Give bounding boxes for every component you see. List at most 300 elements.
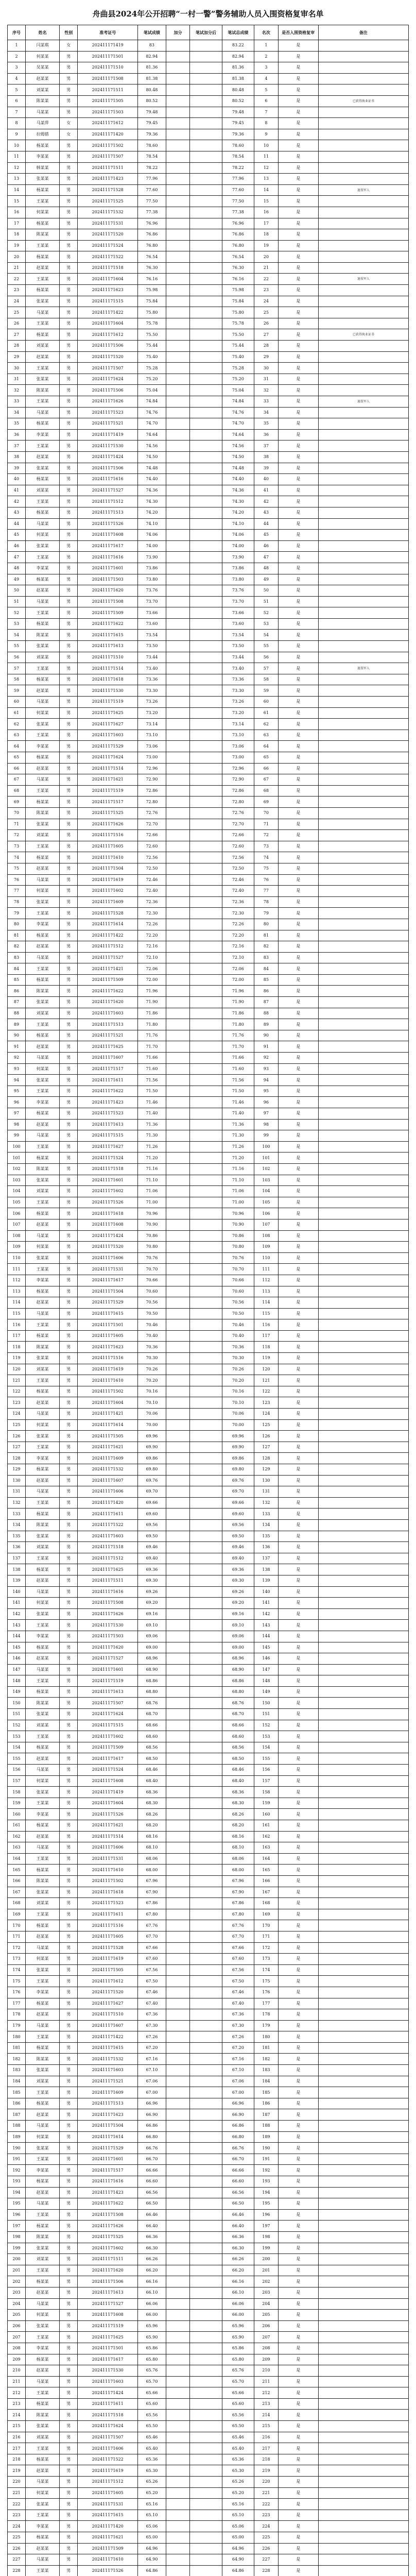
note-cell xyxy=(318,1787,408,1798)
gender-cell: 男 xyxy=(60,307,78,318)
gender-cell: 男 xyxy=(60,2443,78,2454)
table-row xyxy=(8,997,409,1008)
gender-cell: 男 xyxy=(60,2387,78,2399)
table-row xyxy=(8,807,409,819)
bonus-score-cell xyxy=(190,1987,222,1998)
note-cell: 退役军人 xyxy=(318,274,408,285)
bonus-cell xyxy=(166,2165,190,2176)
gender-cell: 男 xyxy=(60,986,78,997)
bonus-cell xyxy=(166,986,190,997)
score-cell: 70.66 xyxy=(138,1275,166,1286)
total-score-cell: 66.20 xyxy=(222,2265,254,2276)
note-cell xyxy=(318,1765,408,1776)
qualified-cell: 是 xyxy=(278,2376,318,2387)
qualified-cell: 是 xyxy=(278,1275,318,1286)
total-score-cell: 74.56 xyxy=(222,440,254,452)
name-cell: 王某某 xyxy=(26,2087,60,2098)
seq-cell: 169 xyxy=(8,1909,26,1920)
gender-cell: 男 xyxy=(60,351,78,363)
gender-cell: 男 xyxy=(60,2298,78,2310)
total-score-cell: 76.96 xyxy=(222,218,254,229)
gender-cell: 男 xyxy=(60,707,78,719)
rank-cell: 48 xyxy=(254,563,279,574)
score-cell: 82.94 xyxy=(138,51,166,62)
seq-cell: 197 xyxy=(8,2221,26,2232)
note-cell xyxy=(318,2432,408,2443)
name-cell: 杨某某 xyxy=(26,752,60,764)
name-cell: 王某某 xyxy=(26,1375,60,1386)
seq-cell: 222 xyxy=(8,2499,26,2510)
qualified-cell: 是 xyxy=(278,785,318,796)
seq-cell: 44 xyxy=(8,518,26,530)
seq-cell: 69 xyxy=(8,796,26,808)
total-score-cell: 70.90 xyxy=(222,1219,254,1230)
rank-cell: 31 xyxy=(254,374,279,385)
table-row xyxy=(8,2276,409,2287)
bonus-cell xyxy=(166,1976,190,1987)
note-cell xyxy=(318,1008,408,1019)
rank-cell: 198 xyxy=(254,2231,279,2243)
qualified-cell: 是 xyxy=(278,440,318,452)
exam-id-cell: 202411171608 xyxy=(78,1775,138,1787)
bonus-cell xyxy=(166,129,190,140)
rank-cell: 161 xyxy=(254,1820,279,1832)
gender-cell: 男 xyxy=(60,741,78,752)
seq-cell: 220 xyxy=(8,2477,26,2488)
exam-id-cell: 202411171522 xyxy=(78,2454,138,2465)
name-cell: 王某某 xyxy=(26,1798,60,1809)
score-cell: 70.86 xyxy=(138,1230,166,1242)
seq-cell: 39 xyxy=(8,463,26,474)
name-cell: 何某某 xyxy=(26,2131,60,2143)
table-row xyxy=(8,1998,409,2009)
score-cell: 69.40 xyxy=(138,1553,166,1564)
bonus-score-cell xyxy=(190,274,222,285)
seq-cell: 173 xyxy=(8,1954,26,1965)
table-row xyxy=(8,84,409,96)
qualified-cell: 是 xyxy=(278,952,318,963)
rank-cell: 120 xyxy=(254,1364,279,1375)
score-cell: 68.46 xyxy=(138,1765,166,1776)
rank-cell: 208 xyxy=(254,2343,279,2354)
total-score-cell: 69.86 xyxy=(222,1453,254,1464)
total-score-cell: 77.60 xyxy=(222,184,254,196)
table-row xyxy=(8,1887,409,1898)
bonus-score-cell xyxy=(190,1686,222,1698)
note-cell xyxy=(318,1297,408,1309)
score-cell: 77.60 xyxy=(138,184,166,196)
bonus-score-cell xyxy=(190,1186,222,1197)
note-cell xyxy=(318,84,408,96)
exam-id-cell: 202411171523 xyxy=(78,1108,138,1120)
qualified-cell: 是 xyxy=(278,1219,318,1230)
table-row xyxy=(8,1809,409,1820)
exam-id-cell: 202411171506 xyxy=(78,463,138,474)
name-cell: 马某某 xyxy=(26,2198,60,2210)
exam-id-cell: 202411171617 xyxy=(78,2354,138,2365)
bonus-score-cell xyxy=(190,1920,222,1931)
table-row xyxy=(8,196,409,207)
note-cell xyxy=(318,1219,408,1230)
total-score-cell: 67.46 xyxy=(222,1987,254,1998)
total-score-cell: 73.60 xyxy=(222,618,254,630)
bonus-cell xyxy=(166,585,190,597)
name-cell: 王某某 xyxy=(26,1675,60,1687)
name-cell: 王某某 xyxy=(26,496,60,507)
seq-cell: 1 xyxy=(8,40,26,52)
bonus-cell xyxy=(166,107,190,118)
table-row xyxy=(8,329,409,341)
qualified-cell: 是 xyxy=(278,1364,318,1375)
exam-id-cell: 202411171532 xyxy=(78,1464,138,1476)
gender-cell: 男 xyxy=(60,1809,78,1820)
score-cell: 66.66 xyxy=(138,2165,166,2176)
name-cell: 张某某 xyxy=(26,2143,60,2154)
note-cell xyxy=(318,1030,408,1041)
note-cell xyxy=(318,2054,408,2065)
score-cell: 69.36 xyxy=(138,1564,166,1575)
table-row xyxy=(8,2209,409,2221)
bonus-cell xyxy=(166,2354,190,2365)
bonus-cell xyxy=(166,1075,190,1086)
note-cell xyxy=(318,1598,408,1609)
bonus-score-cell xyxy=(190,1664,222,1675)
note-cell xyxy=(318,552,408,563)
note-cell xyxy=(318,1664,408,1675)
bonus-cell xyxy=(166,229,190,241)
bonus-cell xyxy=(166,774,190,786)
note-cell xyxy=(318,1564,408,1575)
rank-cell: 192 xyxy=(254,2165,279,2176)
score-cell: 75.84 xyxy=(138,296,166,307)
note-cell xyxy=(318,1698,408,1709)
name-cell: 王某某 xyxy=(26,1442,60,1453)
exam-id-cell: 202411171502 xyxy=(78,1386,138,1397)
exam-id-cell: 202411171527 xyxy=(78,2298,138,2310)
rank-cell: 42 xyxy=(254,496,279,507)
bonus-cell xyxy=(166,40,190,52)
note-cell xyxy=(318,1242,408,1253)
exam-id-cell: 202411171615 xyxy=(78,2510,138,2521)
qualified-cell: 是 xyxy=(278,1898,318,1909)
bonus-cell xyxy=(166,2287,190,2298)
seq-cell: 99 xyxy=(8,1130,26,1142)
bonus-score-cell xyxy=(190,174,222,185)
table-row xyxy=(8,1765,409,1776)
total-score-cell: 68.90 xyxy=(222,1664,254,1675)
seq-cell: 49 xyxy=(8,574,26,585)
bonus-cell xyxy=(166,2398,190,2410)
total-score-cell: 70.26 xyxy=(222,1364,254,1375)
note-cell xyxy=(318,841,408,852)
qualified-cell: 是 xyxy=(278,707,318,719)
name-cell: 陈某某 xyxy=(26,2054,60,2065)
exam-id-cell: 202411171602 xyxy=(78,1731,138,1742)
score-cell: 68.26 xyxy=(138,1809,166,1820)
table-row xyxy=(8,719,409,730)
table-row xyxy=(8,1030,409,1041)
gender-cell: 男 xyxy=(60,1086,78,1097)
rank-cell: 207 xyxy=(254,2332,279,2343)
score-cell: 68.36 xyxy=(138,1787,166,1798)
bonus-score-cell xyxy=(190,1531,222,1542)
gender-cell: 男 xyxy=(60,652,78,663)
total-score-cell: 66.70 xyxy=(222,2154,254,2165)
bonus-cell xyxy=(166,1442,190,1453)
seq-cell: 58 xyxy=(8,674,26,685)
bonus-score-cell xyxy=(190,2254,222,2265)
exam-id-cell: 202411171529 xyxy=(78,741,138,752)
table-row xyxy=(8,2376,409,2387)
total-score-cell: 68.70 xyxy=(222,1709,254,1720)
rank-cell: 178 xyxy=(254,2009,279,2021)
seq-cell: 9 xyxy=(8,129,26,140)
seq-cell: 164 xyxy=(8,1853,26,1865)
table-row xyxy=(8,1875,409,1887)
rank-cell: 25 xyxy=(254,307,279,318)
name-cell: 刘某某 xyxy=(26,485,60,496)
exam-id-cell: 202411171503 xyxy=(78,107,138,118)
total-score-cell: 65.00 xyxy=(222,2532,254,2544)
bonus-cell xyxy=(166,1720,190,1731)
gender-cell: 男 xyxy=(60,2343,78,2354)
bonus-cell xyxy=(166,2143,190,2154)
table-row xyxy=(8,841,409,852)
seq-cell: 30 xyxy=(8,363,26,374)
seq-cell: 207 xyxy=(8,2332,26,2343)
qualified-cell: 是 xyxy=(278,552,318,563)
note-cell xyxy=(318,585,408,597)
seq-cell: 228 xyxy=(8,2565,26,2576)
name-cell: 赵某某 xyxy=(26,1575,60,1586)
total-score-cell: 69.76 xyxy=(222,1475,254,1486)
score-cell: 73.86 xyxy=(138,563,166,574)
rank-cell: 116 xyxy=(254,1319,279,1331)
name-cell: 赵某某 xyxy=(26,73,60,84)
name-cell: 杨某某 xyxy=(26,140,60,151)
bonus-score-cell xyxy=(190,707,222,719)
total-score-cell: 66.30 xyxy=(222,2243,254,2254)
name-cell: 赵某某 xyxy=(26,1041,60,1053)
name-cell: 张某某 xyxy=(26,719,60,730)
table-row xyxy=(8,607,409,619)
total-score-cell: 66.90 xyxy=(222,2109,254,2121)
qualified-cell: 是 xyxy=(278,1875,318,1887)
qualified-cell: 是 xyxy=(278,162,318,174)
note-cell xyxy=(318,630,408,641)
note-cell xyxy=(318,1063,408,1075)
bonus-score-cell xyxy=(190,1053,222,1064)
bonus-score-cell xyxy=(190,2276,222,2287)
bonus-cell xyxy=(166,463,190,474)
qualified-cell: 是 xyxy=(278,2332,318,2343)
qualified-cell: 是 xyxy=(278,1297,318,1309)
rank-cell: 226 xyxy=(254,2543,279,2554)
score-cell: 66.30 xyxy=(138,2243,166,2254)
exam-id-cell: 202411171627 xyxy=(78,1998,138,2009)
table-row xyxy=(8,1653,409,1665)
seq-cell: 188 xyxy=(8,2121,26,2132)
gender-cell: 男 xyxy=(60,1976,78,1987)
exam-id-cell: 202411171424 xyxy=(78,1230,138,1242)
name-cell: 张某某 xyxy=(26,463,60,474)
name-cell: 赵某某 xyxy=(26,1653,60,1665)
rank-cell: 162 xyxy=(254,1831,279,1842)
note-cell xyxy=(318,607,408,619)
note-cell xyxy=(318,774,408,786)
gender-cell: 男 xyxy=(60,329,78,341)
gender-cell: 男 xyxy=(60,618,78,630)
score-cell: 71.76 xyxy=(138,1030,166,1041)
exam-id-cell: 202411171604 xyxy=(78,1798,138,1809)
seq-cell: 68 xyxy=(8,785,26,796)
exam-id-cell: 202411171605 xyxy=(78,2487,138,2499)
gender-cell: 男 xyxy=(60,2054,78,2065)
table-row xyxy=(8,1130,409,1142)
qualified-cell: 是 xyxy=(278,1998,318,2009)
rank-cell: 84 xyxy=(254,963,279,975)
total-score-cell: 74.40 xyxy=(222,474,254,485)
total-score-cell: 65.40 xyxy=(222,2443,254,2454)
exam-id-cell: 202411171507 xyxy=(78,2432,138,2443)
total-score-cell: 69.20 xyxy=(222,1598,254,1609)
qualified-cell: 是 xyxy=(278,1197,318,1208)
bonus-cell xyxy=(166,1497,190,1509)
table-row xyxy=(8,1486,409,1498)
bonus-cell xyxy=(166,1208,190,1219)
seq-cell: 70 xyxy=(8,807,26,819)
seq-cell: 172 xyxy=(8,1942,26,1954)
exam-id-cell: 202411171615 xyxy=(78,630,138,641)
score-cell: 65.66 xyxy=(138,2387,166,2399)
exam-id-cell: 202411171611 xyxy=(78,1075,138,1086)
name-cell: 陈某某 xyxy=(26,986,60,997)
gender-cell: 男 xyxy=(60,2554,78,2566)
name-cell: 王某某 xyxy=(26,2031,60,2043)
bonus-score-cell xyxy=(190,2510,222,2521)
score-cell: 69.96 xyxy=(138,1431,166,1442)
gender-cell: 男 xyxy=(60,1364,78,1375)
seq-cell: 166 xyxy=(8,1875,26,1887)
bonus-score-cell xyxy=(190,807,222,819)
score-cell: 67.30 xyxy=(138,2020,166,2031)
qualified-cell: 是 xyxy=(278,1264,318,1275)
gender-cell: 男 xyxy=(60,641,78,652)
gender-cell: 男 xyxy=(60,585,78,597)
total-score-cell: 76.86 xyxy=(222,229,254,241)
seq-cell: 17 xyxy=(8,218,26,229)
name-cell: 张某某 xyxy=(26,1175,60,1186)
name-cell: 杨某某 xyxy=(26,2354,60,2365)
qualified-cell: 是 xyxy=(278,763,318,774)
table-row xyxy=(8,2154,409,2165)
gender-cell: 男 xyxy=(60,2487,78,2499)
seq-cell: 32 xyxy=(8,385,26,396)
bonus-score-cell xyxy=(190,40,222,52)
qualified-cell: 是 xyxy=(278,2054,318,2065)
exam-id-cell: 202411171504 xyxy=(78,863,138,874)
gender-cell: 男 xyxy=(60,1909,78,1920)
gender-cell: 男 xyxy=(60,963,78,975)
name-cell: 何某某 xyxy=(26,2310,60,2321)
exam-id-cell: 202411171420 xyxy=(78,2521,138,2532)
score-cell: 74.70 xyxy=(138,418,166,430)
rank-cell: 78 xyxy=(254,896,279,908)
rank-cell: 55 xyxy=(254,641,279,652)
gender-cell: 男 xyxy=(60,1486,78,1498)
bonus-score-cell xyxy=(190,451,222,463)
rank-cell: 22 xyxy=(254,274,279,285)
bonus-cell xyxy=(166,1598,190,1609)
seq-cell: 190 xyxy=(8,2143,26,2154)
bonus-cell xyxy=(166,1853,190,1865)
exam-id-cell: 202411171625 xyxy=(78,707,138,719)
note-cell xyxy=(318,530,408,541)
seq-cell: 13 xyxy=(8,174,26,185)
gender-cell: 男 xyxy=(60,2276,78,2287)
rank-cell: 168 xyxy=(254,1898,279,1909)
bonus-cell xyxy=(166,1831,190,1842)
note-cell xyxy=(318,1108,408,1120)
gender-cell: 男 xyxy=(60,596,78,607)
note-cell xyxy=(318,730,408,741)
bonus-score-cell xyxy=(190,596,222,607)
exam-id-cell: 202411171610 xyxy=(78,852,138,863)
note-cell xyxy=(318,2231,408,2243)
seq-cell: 151 xyxy=(8,1709,26,1720)
gender-cell: 男 xyxy=(60,1275,78,1286)
total-score-cell: 69.00 xyxy=(222,1642,254,1653)
qualified-cell: 是 xyxy=(278,2310,318,2321)
seq-cell: 23 xyxy=(8,285,26,296)
name-cell: 马某某 xyxy=(26,1664,60,1675)
note-cell xyxy=(318,1631,408,1642)
bonus-cell xyxy=(166,1475,190,1486)
total-score-cell: 65.56 xyxy=(222,2410,254,2421)
seq-cell: 221 xyxy=(8,2487,26,2499)
qualified-cell: 是 xyxy=(278,2165,318,2176)
score-cell: 70.20 xyxy=(138,1375,166,1386)
note-cell xyxy=(318,697,408,708)
table-row xyxy=(8,1608,409,1620)
bonus-cell xyxy=(166,707,190,719)
qualified-cell: 是 xyxy=(278,1330,318,1342)
bonus-score-cell xyxy=(190,2154,222,2165)
table-row xyxy=(8,1954,409,1965)
bonus-cell xyxy=(166,1041,190,1053)
bonus-score-cell xyxy=(190,1887,222,1898)
name-cell: 王某某 xyxy=(26,1909,60,1920)
bonus-score-cell xyxy=(190,341,222,352)
table-row xyxy=(8,418,409,430)
table-row xyxy=(8,763,409,774)
exam-id-cell: 202411171520 xyxy=(78,229,138,241)
qualified-cell: 是 xyxy=(278,697,318,708)
exam-id-cell: 202411171517 xyxy=(78,1063,138,1075)
score-cell: 72.76 xyxy=(138,807,166,819)
bonus-cell xyxy=(166,1942,190,1954)
table-row xyxy=(8,1219,409,1230)
name-cell: 王某某 xyxy=(26,663,60,674)
note-cell xyxy=(318,974,408,986)
total-score-cell: 66.76 xyxy=(222,2143,254,2154)
qualified-cell: 是 xyxy=(278,1409,318,1420)
gender-cell: 男 xyxy=(60,1397,78,1409)
qualified-cell: 是 xyxy=(278,40,318,52)
note-cell xyxy=(318,374,408,385)
bonus-cell xyxy=(166,2454,190,2465)
qualified-cell: 是 xyxy=(278,351,318,363)
